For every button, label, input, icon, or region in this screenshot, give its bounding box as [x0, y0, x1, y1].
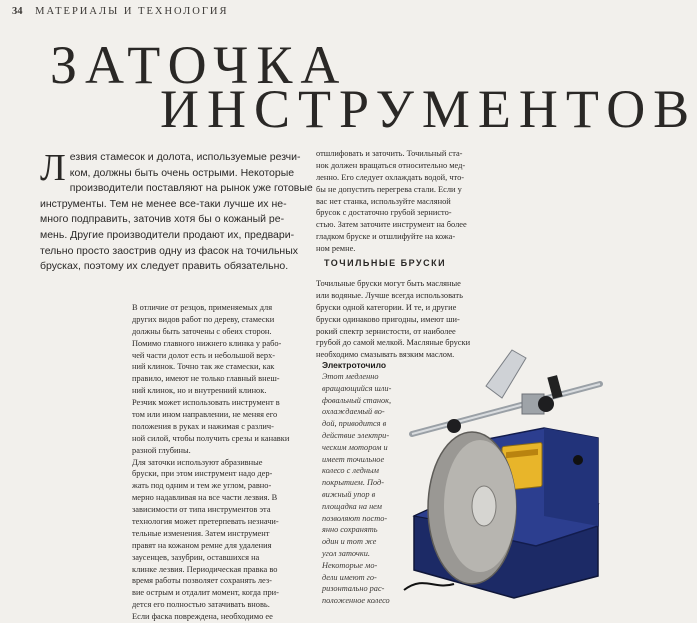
text-line: стью. Затем заточите инструмент на более [316, 220, 467, 230]
grinder-photo [394, 340, 600, 600]
caption-line: позволяют посто- [322, 513, 388, 523]
caption-line: дой, приводится в [322, 419, 387, 429]
text-line: зависимости от типа инструментов эта [132, 505, 271, 515]
lead-line: брусках, поэтому их следует править обязательно. [40, 260, 289, 273]
text-line: время работы позволяет сохранять лез- [132, 576, 272, 586]
text-line: Точильные бруски могут быть масляные [316, 279, 461, 288]
page-title-line-1: ЗАТОЧКА [50, 35, 348, 95]
caption-line: дели имеют го- [322, 572, 377, 582]
text-line: В отличие от резцов, применяемых для [132, 303, 273, 312]
caption-line: площадка на нем [322, 501, 382, 511]
main-column-text [132, 302, 306, 623]
caption-line: действие электри- [322, 430, 390, 440]
photo-caption [322, 371, 392, 607]
page-number: 34 [12, 6, 23, 17]
section-title: МАТЕРИАЛЫ И ТЕХНОЛОГИЯ [35, 6, 229, 17]
text-line: грубой до самой мелкой. Масляные бруски [316, 338, 471, 348]
caption-line: вижный упор в [322, 489, 376, 499]
text-line: технология может претерпевать незначи- [132, 517, 279, 527]
text-line: жать под одним и тем же углом, равно- [132, 481, 272, 491]
text-line: брусок с достаточно грубой зернисто- [316, 208, 452, 218]
section-subheading: ТОЧИЛЬНЫЕ БРУСКИ [324, 258, 447, 268]
text-line: том или ином направлении, не меняя его [132, 410, 278, 420]
text-line: нок должен вращаться относительно мед- [316, 160, 466, 170]
text-line: клинке лезвия. Периодическая правка во [132, 564, 278, 574]
text-line: мерно надавливая на все части лезвия. В [132, 493, 278, 503]
text-line: гладком бруске и отшлифуйте на кожа- [316, 232, 456, 242]
text-line: бы не допустить перегрева стали. Если у [316, 184, 462, 194]
caption-line: янно сохранять [322, 525, 378, 535]
text-line: заусенцев, зазубрин, оставшихся на [132, 552, 260, 562]
running-head [12, 6, 228, 20]
text-line: Резчик может использовать инструмент в [132, 398, 280, 408]
grinding-wheel [428, 432, 516, 584]
caption-line: имеет точильное [322, 454, 385, 464]
text-line: рокий спектр зернистости, от наиболее [316, 326, 456, 336]
text-line: Если фаска повреждена, необходимо ее [132, 612, 273, 622]
caption-line: покрытием. Под- [322, 478, 384, 488]
caption-line: Некоторые мо- [322, 560, 378, 570]
lead-line: мень. Другие производители продают их, предвари- [40, 228, 295, 241]
caption-line: вращающийся шли- [322, 383, 392, 393]
caption-line: угол заточки. [322, 548, 370, 558]
lead-line: езвия стамесок и долота, используемые резчи- [69, 151, 301, 163]
text-line: должны быть заточены с обеих сторон. [132, 326, 272, 336]
caption-line: ческим мотором и [322, 442, 388, 452]
text-line: тельные изменения. Затем инструмент [132, 528, 270, 538]
text-line: положения в руках и нажимая с различ- [132, 421, 274, 431]
tool-rest-jig [412, 350, 600, 434]
text-line: бруски, при этом инструмент надо дер- [132, 469, 273, 479]
text-line: Для заточки используют абразивные [132, 457, 263, 467]
text-line: или водяные. Лучше всегда использовать [316, 290, 463, 300]
text-line: Помимо главного нижнего клинка у рабо- [132, 338, 282, 348]
text-line: ленно. Его следует охлаждать водой, что- [316, 172, 465, 182]
lead-line: много подправить, заточив хотя бы о кожаный ре- [40, 213, 285, 226]
text-line: ний клинок, но и внутренний клинок. [132, 386, 267, 396]
caption-line: охлаждаемый во- [322, 407, 385, 417]
text-line: других видов работ по дереву, стамески [132, 314, 275, 324]
right-column-text [316, 148, 492, 255]
caption-line: положенное колесо [322, 596, 390, 606]
caption-title: Электроточило [322, 360, 387, 370]
caption-line: ризонтально рас- [322, 584, 385, 594]
lead-line: производители поставляют на рынок уже готовые [69, 182, 313, 195]
text-line: ной силой, чтобы получить срезы и канавки [132, 433, 290, 443]
caption-line: фовальный станок, [322, 395, 392, 405]
lead-paragraph [40, 147, 313, 275]
lead-line: инструменты. Тем не менее все-таки лучше их не- [40, 197, 287, 210]
text-line: ний клинок. Точно так же стамески, как [132, 362, 275, 372]
text-line: отшлифовать и заточить. Точильный ста- [316, 149, 463, 158]
caption-line: колесо с ледным [322, 466, 379, 476]
caption-line: один и тот же [322, 537, 377, 547]
text-line: необходимо смазывать вязким маслом. [316, 350, 455, 360]
lead-line: ком, должны быть очень острыми. Некоторые [69, 166, 295, 179]
power-cord [404, 583, 454, 590]
text-line: дется его полностью затачивать вновь. [132, 600, 270, 610]
text-line: бруски одинаково пригодны, имеют ши- [316, 314, 460, 324]
drop-cap: Л [40, 147, 66, 189]
text-line: чей части долот есть и небольшой верх- [132, 350, 276, 360]
caption-line: Этот медленно [322, 372, 379, 381]
text-line: вас нет станка, используйте масляной [316, 196, 451, 206]
text-line: вие острым и отдалит момент, когда при- [132, 588, 279, 598]
text-line: разной глубины. [132, 445, 191, 455]
text-line: правят на кожаном ремне для удаления [132, 540, 272, 550]
lead-line: тельно просто заострив одну из фасок на точильных [40, 244, 299, 257]
text-line: ном ремне. [316, 244, 356, 254]
text-line: бруски одной категории. И те, и другие [316, 302, 457, 312]
page-title-line-2: ИНСТРУМЕНТОВ [160, 79, 697, 139]
text-line: правило, имеют не только главный внеш- [132, 374, 280, 384]
